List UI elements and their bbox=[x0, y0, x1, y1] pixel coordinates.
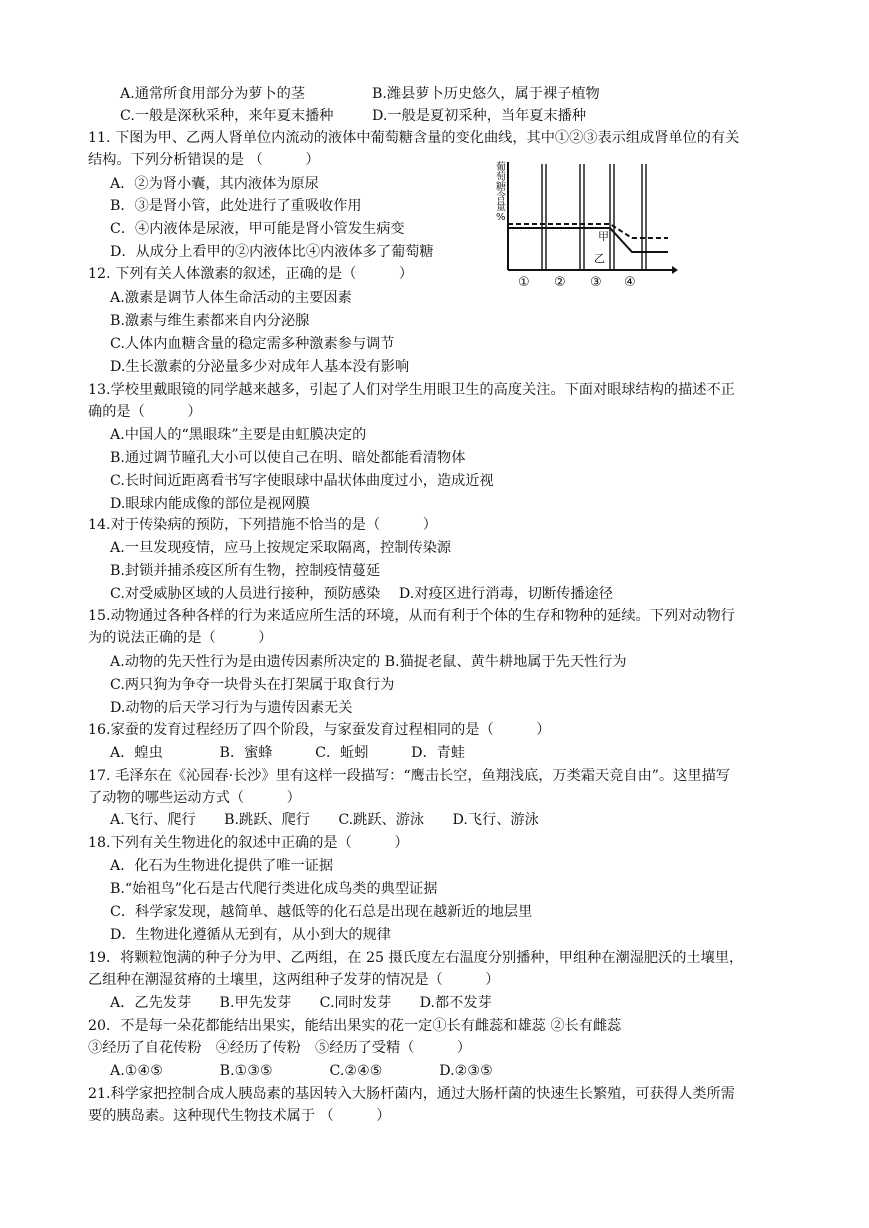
option-c-q11: C．④内液体是尿液，甲可能是肾小管发生病变 bbox=[110, 221, 405, 237]
option-c-q18: C．科学家发现，越简单、越低等的化石总是出现在越新近的地层里 bbox=[110, 904, 533, 920]
option-b-q14: B.封锁并捕杀疫区所有生物，控制疫情蔓延 bbox=[110, 563, 381, 579]
question-19-stem-cont: 乙组种在潮湿贫瘠的土壤里，这两组种子发芽的情况是（ ） bbox=[88, 972, 500, 988]
option-b-q13: B.通过调节瞳孔大小可以使自己在明、暗处都能看清物体 bbox=[110, 450, 466, 466]
option-b-q18: B.“始祖鸟”化石是古代爬行类进化成鸟类的典型证据 bbox=[110, 881, 438, 897]
option-a-q12: A.激素是调节人体生命活动的主要因素 bbox=[110, 290, 352, 306]
option-b-q11: B．③是肾小管，此处进行了重吸收作用 bbox=[110, 198, 362, 214]
question-17-stem: 17. 毛泽东在《沁园春·长沙》里有这样一段描写：“鹰击长空，鱼翔浅底，万类霜天竞自由”。这里描写 bbox=[88, 768, 730, 784]
option-d-q18: D．生物进化遵循从无到有，从小到大的规律 bbox=[110, 927, 391, 943]
option-ab-q15: A.动物的先天性行为是由遗传因素所决定的 B.猫捉老鼠、黄牛耕地属于先天性行为 bbox=[110, 654, 627, 670]
graph-ylabel: 葡萄糖含量% bbox=[496, 162, 506, 223]
question-21-stem-cont: 要的胰岛素。这种现代生物技术属于 （ ） bbox=[88, 1108, 391, 1124]
option-d-q13: D.眼球内能成像的部位是视网膜 bbox=[110, 496, 310, 512]
question-20-stem-cont: ③经历了自花传粉 ④经历了传粉 ⑤经历了受精（ ） bbox=[88, 1040, 472, 1056]
question-16-stem: 16.家蚕的发育过程经历了四个阶段，与家蚕发育过程相同的是（ ） bbox=[88, 722, 551, 738]
option-d-q12: D.生长激素的分泌量多少对成年人基本没有影响 bbox=[110, 359, 410, 375]
question-15-stem-cont: 为的说法正确的是（ ） bbox=[88, 630, 273, 646]
options-q20: A.①④⑤ B.①③⑤ C.②④⑤ D.②③⑤ bbox=[110, 1063, 493, 1079]
option-c-q15: C.两只狗为争夺一块骨头在打架属于取食行为 bbox=[110, 677, 395, 693]
options-q17: A.飞行、爬行 B.跳跃、爬行 C.跳跃、游泳 D.飞行、游泳 bbox=[110, 812, 539, 828]
question-17-stem-cont: 了动物的哪些运动方式（ ） bbox=[88, 790, 301, 806]
question-14-stem: 14.对于传染病的预防，下列措施不恰当的是（ ） bbox=[88, 517, 437, 533]
question-11-stem: 11. 下图为甲、乙两人肾单位内流动的液体中葡萄糖含量的变化曲线，其中①②③表示组成肾单位的有关 bbox=[88, 130, 740, 146]
section-label-3: ③ bbox=[590, 275, 602, 290]
option-c-q10: C.一般是深秋采种，来年夏末播种 bbox=[120, 108, 334, 124]
question-19-stem: 19．将颗粒饱满的种子分为甲、乙两组，在 25 摄氏度左右温度分别播种，甲组种在潮湿肥沃的土壤里， bbox=[88, 950, 744, 966]
option-b-q10: B.潍县萝卜历史悠久，属于裸子植物 bbox=[372, 86, 600, 102]
question-15-stem: 15.动物通过各种各样的行为来适应所生活的环境，从而有利于个体的生存和物种的延续。下列对动物行 bbox=[88, 608, 735, 624]
question-12-stem: 12. 下列有关人体激素的叙述，正确的是（ ） bbox=[88, 266, 414, 282]
question-13-stem-cont: 确的是（ ） bbox=[88, 404, 202, 420]
series-line-yi bbox=[508, 228, 668, 252]
graph-x-arrow bbox=[672, 266, 678, 274]
option-d-q15: D.动物的后天学习行为与遗传因素无关 bbox=[110, 700, 353, 716]
option-a-q11: A．②为肾小囊，其内液体为原尿 bbox=[110, 176, 319, 192]
question-18-stem: 18.下列有关生物进化的叙述中正确的是（ ） bbox=[88, 835, 409, 851]
series-label-jia: 甲 bbox=[598, 230, 609, 243]
option-a-q13: A.中国人的“黑眼珠”主要是由虹膜决定的 bbox=[110, 427, 367, 443]
option-d-q10: D.一般是夏初采种，当年夏末播种 bbox=[372, 108, 587, 124]
option-a-q18: A．化石为生物进化提供了唯一证据 bbox=[110, 858, 334, 874]
option-a-q14: A.一旦发现疫情，应马上按规定采取隔离，控制传染源 bbox=[110, 540, 452, 556]
series-line-jia bbox=[508, 224, 668, 238]
options-q16: A．蝗虫 B．蜜蜂 C．蚯蚓 D．青蛙 bbox=[110, 745, 466, 761]
question-20-stem: 20．不是每一朵花都能结出果实，能结出果实的花一定①长有雌蕊和雄蕊 ②长有雌蕊 bbox=[88, 1018, 622, 1034]
option-a-q10: A.通常所食用部分为萝卜的茎 bbox=[120, 86, 306, 102]
option-c-q12: C.人体内血糖含量的稳定需多种激素参与调节 bbox=[110, 336, 395, 352]
section-label-4: ④ bbox=[624, 275, 636, 290]
question-13-stem: 13.学校里戴眼镜的同学越来越多，引起了人们对学生用眼卫生的高度关注。下面对眼球结构的描述不正 bbox=[88, 382, 735, 398]
option-cd-q14: C.对受威胁区域的人员进行接种，预防感染 D.对疫区进行消毒，切断传播途径 bbox=[110, 586, 613, 602]
question-11-stem-cont: 结构。下列分析错误的是 （ ） bbox=[88, 152, 320, 168]
option-c-q13: C.长时间近距离看书写字使眼球中晶状体曲度过小，造成近视 bbox=[110, 473, 494, 489]
section-label-1: ① bbox=[518, 275, 530, 290]
option-b-q12: B.激素与维生素都来自内分泌腺 bbox=[110, 313, 310, 329]
option-d-q11: D．从成分上看甲的②内液体比④内液体多了葡萄糖 bbox=[110, 244, 434, 260]
options-q19: A．乙先发芽 B.甲先发芽 C.同时发芽 D.都不发芽 bbox=[110, 995, 492, 1011]
question-21-stem: 21.科学家把控制合成人胰岛素的基因转入大肠杆菌内，通过大肠杆菌的快速生长繁殖，可获得人类所需 bbox=[88, 1086, 735, 1102]
glucose-graph bbox=[488, 158, 678, 293]
series-label-yi: 乙 bbox=[594, 252, 605, 265]
section-label-2: ② bbox=[554, 275, 566, 290]
